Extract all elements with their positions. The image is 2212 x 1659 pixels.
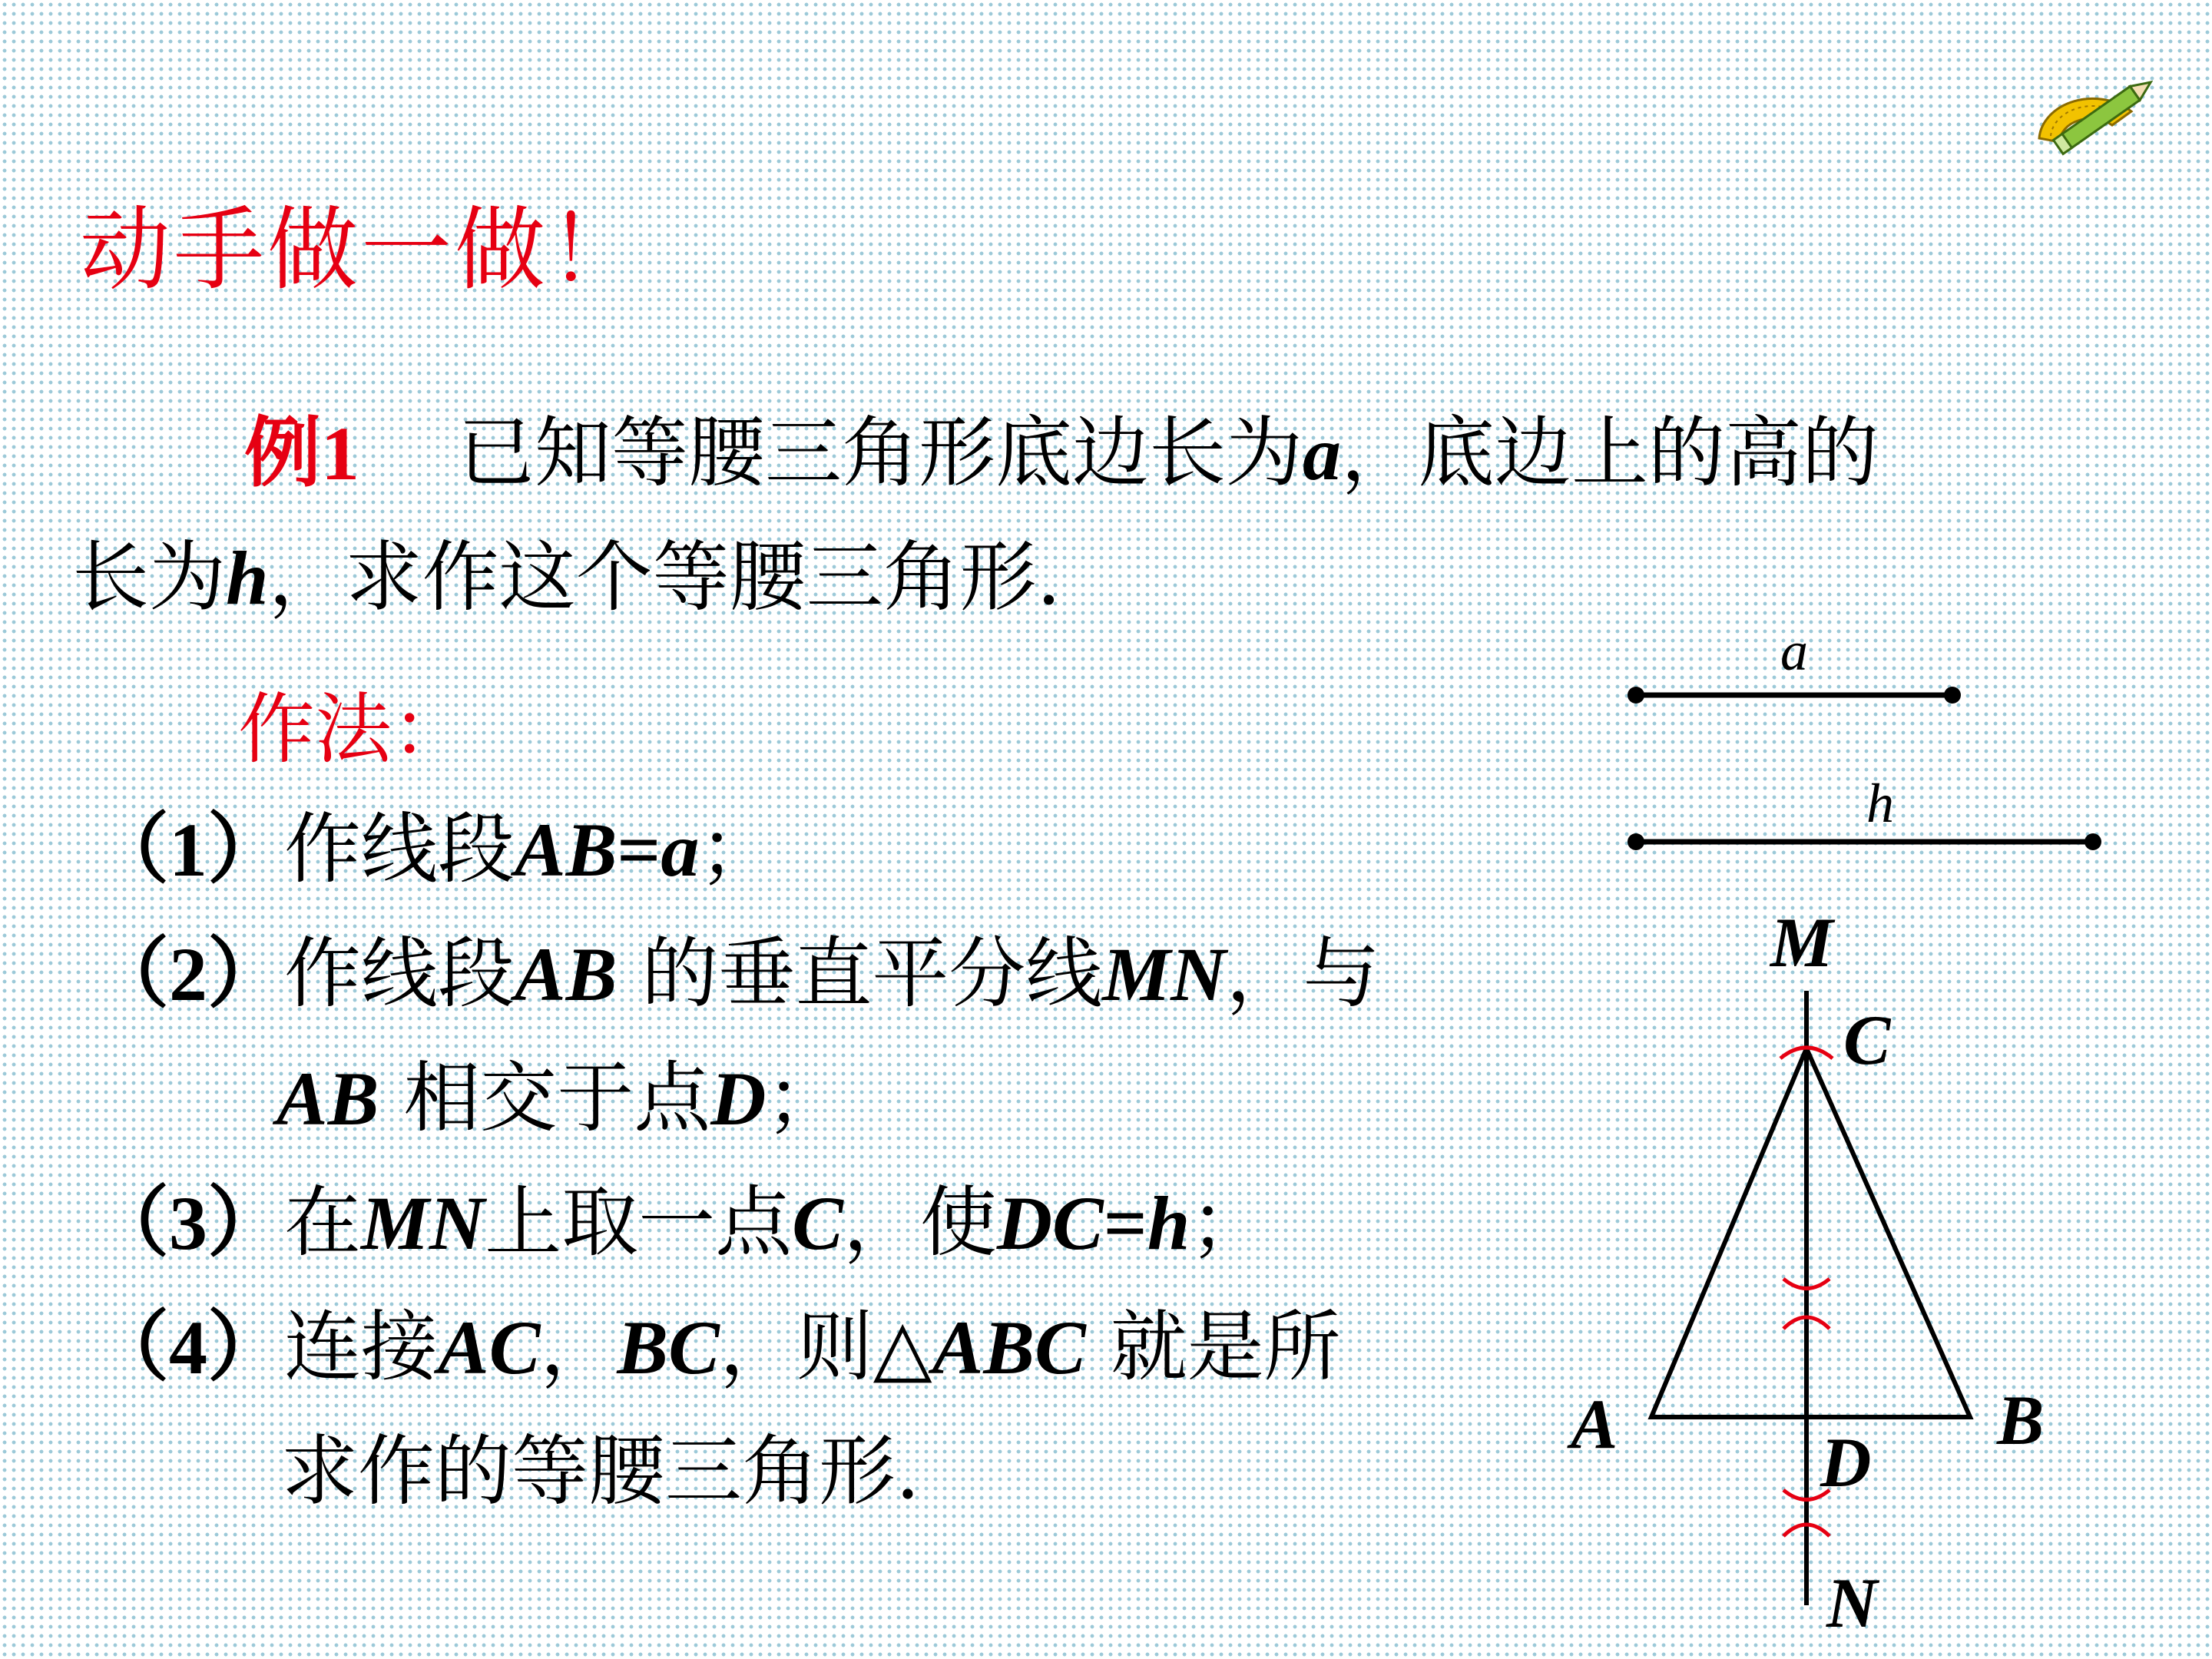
step-text: 作线段 [284,929,515,1018]
example-text-2: 长为 [72,532,226,622]
segment-a-endpoint [1628,687,1644,704]
slide-title: 动手做一做！ [80,197,643,303]
step-var: a [661,807,700,892]
step-text: ， [540,1302,618,1392]
label-b: B [1997,1381,2045,1459]
method-label: 作法： [238,684,469,774]
segment-a-label: a [1780,621,1808,682]
step-3-number: （3） [92,1181,284,1266]
segment-a-endpoint [1944,687,1961,704]
step-text: ； [1190,1177,1267,1267]
var-h: h [226,535,269,621]
step-var: AB [276,1056,379,1141]
label-m: M [1770,903,1833,982]
step-text: = [1103,1181,1147,1266]
step-1-number: （1） [92,807,284,892]
example-label: 例1 [244,411,359,496]
step-text: 连接 [284,1302,438,1392]
step-text: ，则△ [719,1302,932,1392]
segment-h-endpoint [1628,833,1644,850]
step-text: 上取一点 [485,1177,793,1267]
step-var: MN [361,1181,485,1266]
step-var: DC [996,1181,1104,1266]
triangle-abc [1651,1048,1970,1417]
step-text: = [617,807,661,892]
label-n: N [1826,1564,1878,1642]
step-var: D [710,1056,767,1141]
step-text: 相交于点 [379,1053,711,1143]
var-a: a [1303,411,1341,496]
step-text: ； [766,1053,843,1143]
label-d: D [1820,1423,1872,1502]
step-text: 的垂直平分线 [617,929,1103,1018]
step-text: ； [699,804,777,894]
step-var: BC [617,1305,720,1390]
example-text-2-rest: ，求作这个等腰三角形. [268,532,1061,622]
label-c: C [1843,1001,1891,1079]
step-var: AB [515,932,618,1017]
step-var: MN [1102,932,1227,1017]
segment-h-label: h [1866,773,1894,834]
step-text: 在 [284,1177,361,1267]
step-var: h [1147,1181,1190,1266]
step-var: ABC [932,1305,1086,1390]
example-text-1: 已知等腰三角形底边长为 [458,408,1303,498]
step-text: 作线段 [284,804,515,894]
step-var: AB [515,807,618,892]
step-text: ，与 [1226,929,1380,1018]
step-4-number: （4） [92,1305,284,1390]
example-text-1-rest: ，底边上的高的 [1341,408,1879,498]
step-var: C [792,1181,843,1266]
step-2-number: （2） [92,932,284,1017]
label-a: A [1571,1385,1618,1463]
segment-h-endpoint [2085,833,2101,850]
step-var: AC [438,1305,541,1390]
step-text: ，使 [843,1177,997,1267]
step-text: 求作的等腰三角形. [281,1426,920,1516]
step-text: 就是所 [1085,1302,1341,1392]
